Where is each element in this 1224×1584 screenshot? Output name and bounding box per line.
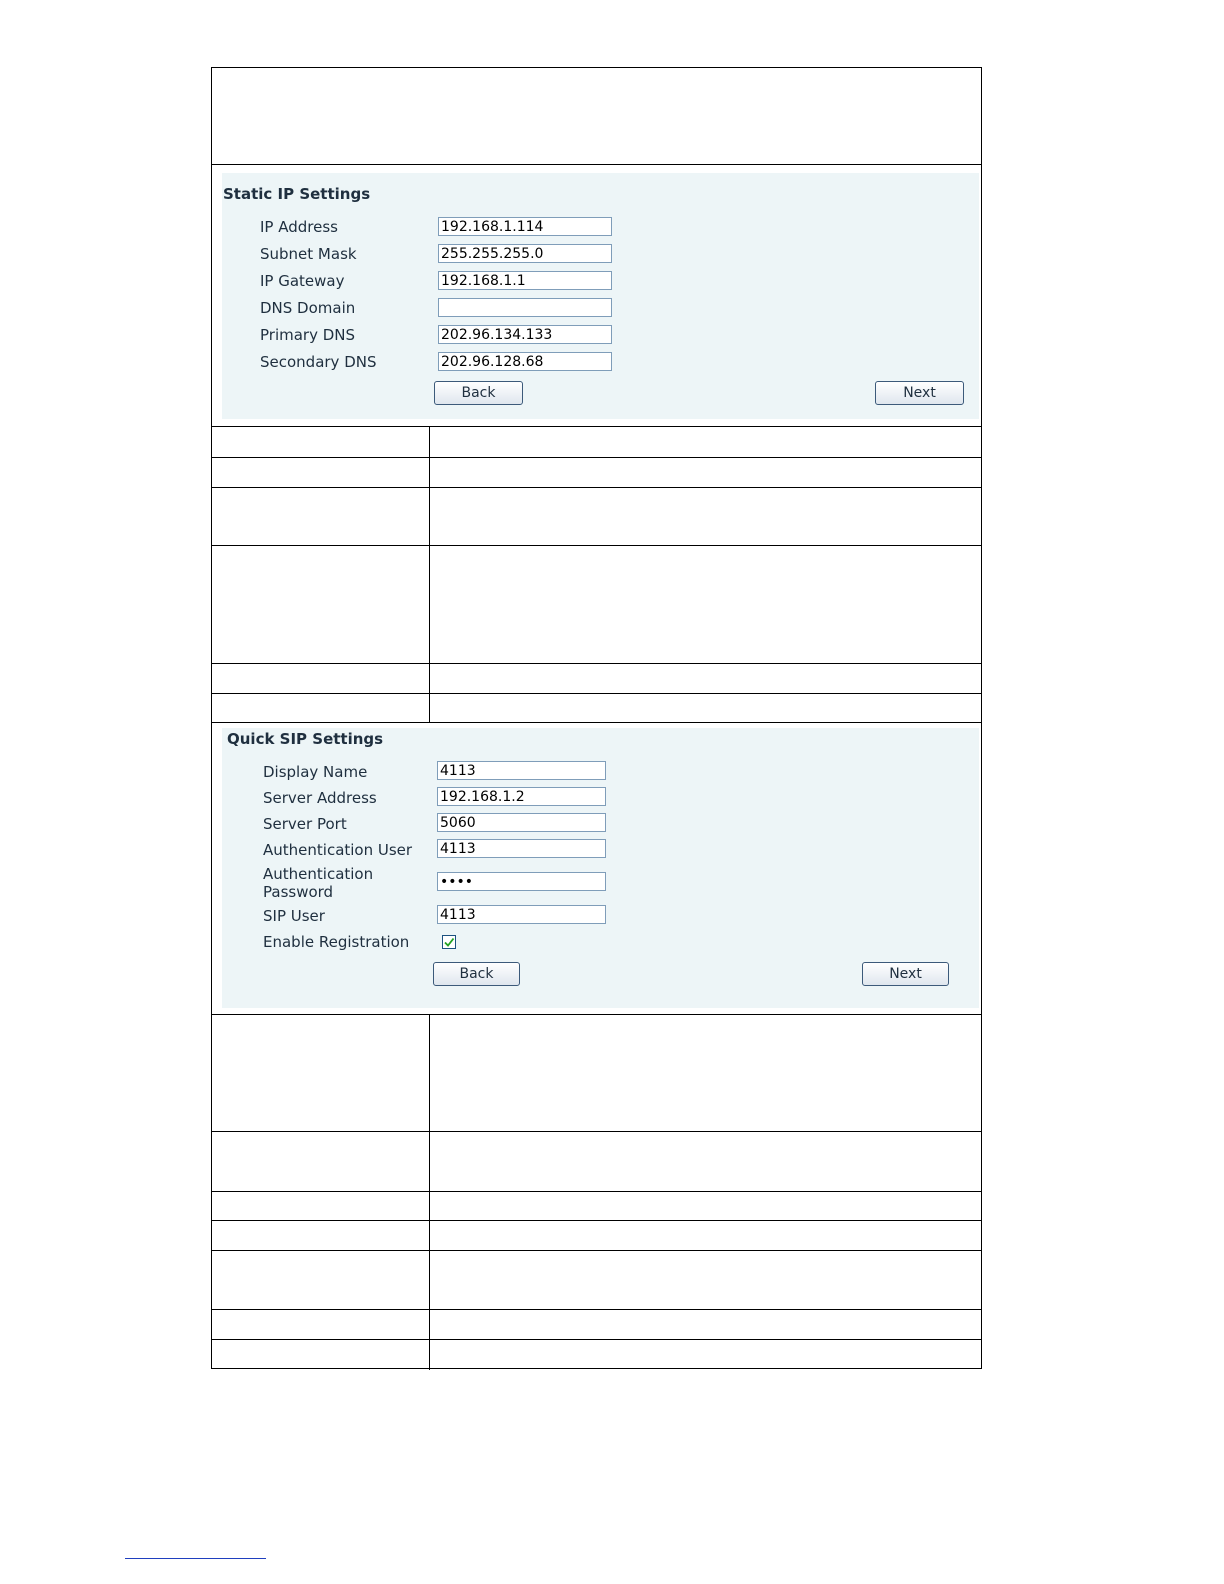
table-rule (212, 1339, 981, 1340)
footer-link-underline[interactable] (125, 1558, 266, 1559)
table-rule (212, 1014, 981, 1015)
table-rule (212, 693, 981, 694)
display-name-input[interactable] (437, 761, 606, 780)
dns-domain-label: DNS Domain (260, 299, 356, 317)
enable-registration-label: Enable Registration (263, 933, 410, 951)
ip-address-input[interactable] (438, 217, 612, 236)
dns-domain-input[interactable] (438, 298, 612, 317)
authentication-password-label (263, 865, 373, 901)
authentication-password-input[interactable] (437, 872, 606, 891)
table-rule (212, 545, 981, 546)
static-ip-next-button[interactable]: Next (875, 381, 964, 405)
quick-sip-panel (222, 728, 979, 1008)
subnet-mask-label: Subnet Mask (260, 245, 357, 263)
table-rule (212, 1220, 981, 1221)
table-rule (212, 1191, 981, 1192)
display-name-label: Display Name (263, 763, 368, 781)
column-divider (429, 1014, 430, 1370)
table-rule (212, 1131, 981, 1132)
table-rule (212, 1250, 981, 1251)
checkmark-icon (443, 936, 455, 948)
static-ip-panel (222, 173, 979, 419)
secondary-dns-input[interactable] (438, 352, 612, 371)
table-rule (212, 1309, 981, 1310)
authentication-user-input[interactable] (437, 839, 606, 858)
table-rule (212, 487, 981, 488)
secondary-dns-label: Secondary DNS (260, 353, 377, 371)
authentication-password-label-line1: Authentication (263, 865, 374, 883)
ip-address-label: IP Address (260, 218, 338, 236)
quick-sip-next-button[interactable]: Next (862, 962, 949, 986)
table-rule (212, 164, 981, 165)
ip-gateway-label: IP Gateway (260, 272, 345, 290)
table-rule (212, 722, 981, 723)
quick-sip-title: Quick SIP Settings (227, 730, 384, 748)
primary-dns-input[interactable] (438, 325, 612, 344)
ip-gateway-input[interactable] (438, 271, 612, 290)
static-ip-title: Static IP Settings (223, 185, 371, 203)
sip-user-label: SIP User (263, 907, 325, 925)
quick-sip-back-button[interactable]: Back (433, 962, 520, 986)
sip-user-input[interactable] (437, 905, 606, 924)
column-divider (429, 426, 430, 723)
table-rule (212, 663, 981, 664)
subnet-mask-input[interactable] (438, 244, 612, 263)
server-port-input[interactable] (437, 813, 606, 832)
authentication-password-label-line2: Password (263, 883, 334, 901)
static-ip-back-button[interactable]: Back (434, 381, 523, 405)
server-port-label: Server Port (263, 815, 347, 833)
table-rule (212, 426, 981, 427)
document-table (211, 67, 982, 1369)
authentication-user-label: Authentication User (263, 841, 413, 859)
enable-registration-checkbox[interactable] (442, 935, 456, 949)
primary-dns-label: Primary DNS (260, 326, 356, 344)
server-address-input[interactable] (437, 787, 606, 806)
table-rule (212, 457, 981, 458)
server-address-label: Server Address (263, 789, 377, 807)
